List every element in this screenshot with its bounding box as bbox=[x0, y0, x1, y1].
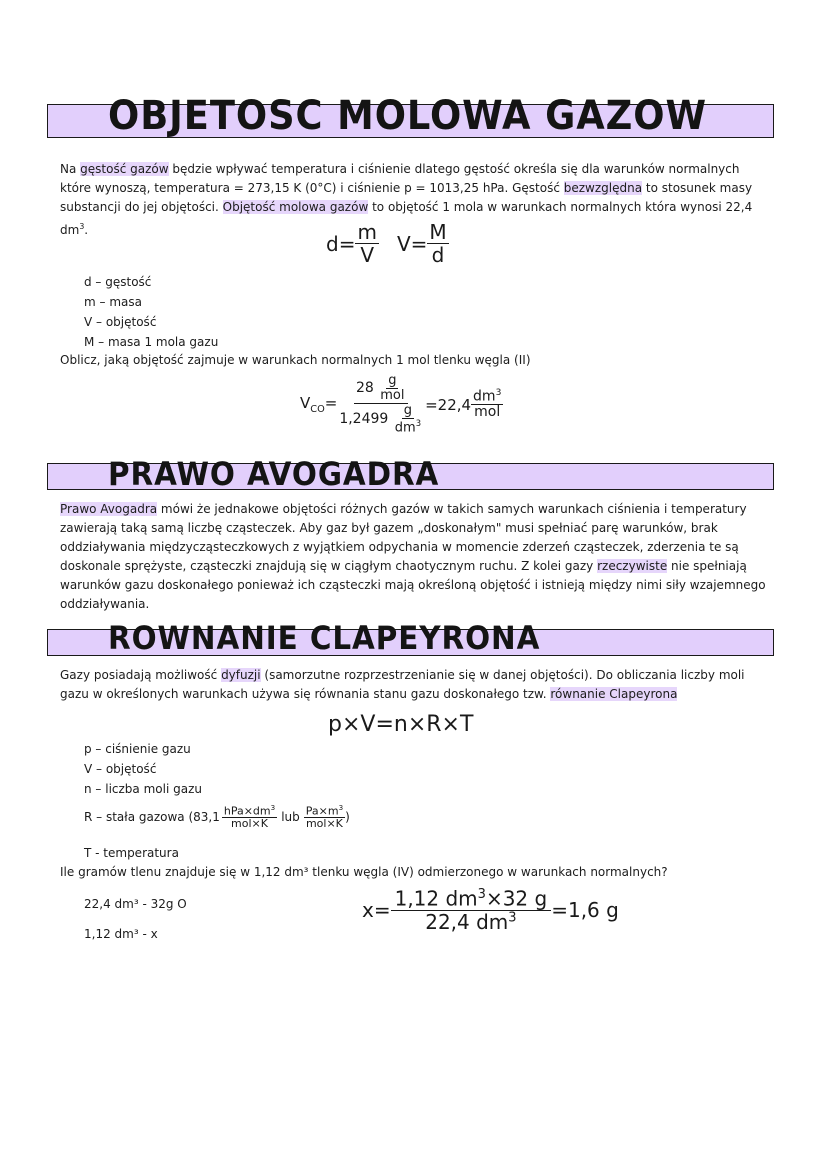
section-title-3: ROWNANIE CLAPEYRONA bbox=[108, 619, 541, 657]
section-title-2: PRAWO AVOGADRA bbox=[108, 455, 440, 493]
formula-x: x= $\frac{1,12 dm^3\times 32 g}{22,4 dm^3}$ =1,6 g bbox=[362, 886, 619, 934]
proportion-line: 1,12 dm³ - x bbox=[84, 927, 158, 941]
formula-density: d= $\frac{m}{V}$ V= $\frac{M}{d}$ bbox=[326, 220, 447, 267]
legend-item: M – masa 1 mola gazu bbox=[84, 335, 219, 349]
legend-item: T - temperatura bbox=[84, 846, 179, 860]
legend-item: m – masa bbox=[84, 295, 142, 309]
paragraph-rownanie-clapeyrona: Gazy posiadają możliwość dyfuzji (samorzutne rozprzestrzenianie się w danej objętości). Do obliczania liczby moli gazu w określonych warunkach używa się równania stanu gazu doskonałego tzw. równanie Clapeyrona bbox=[60, 668, 745, 701]
highlight-gestosc-gazow: gęstość gazów bbox=[80, 162, 169, 176]
paragraph-objetosc-molowa: Na gęstość gazów będzie wpływać temperatura i ciśnienie dlatego gęstość określa się dla warunków normalnych które wynoszą, temperatura = 273,15 K (0°C) i ciśnienie p = 1013,25 hPa. Gęstość bezwzględna to stosunek masy substancji do jej objętości. Objętość molowa gazów to objętość 1 mola w warunkach normalnych która wynosi 22,4 $dm^3$. bbox=[60, 162, 753, 237]
gas-constant-line: R – stała gazowa (83,1 $\frac{hPa\times dm^3}{\text{mol×K}}$ lub $\frac{Pa\times m^3}{\text{mol×K}}$ ) bbox=[84, 803, 350, 831]
highlight-rzeczywiste: rzeczywiste bbox=[597, 559, 668, 573]
paragraph-prawo-avogadra: Prawo Avogadra mówi że jednakowe objętości różnych gazów w takich samych warunkach ciśnienia i temperatury zawierają taką samą liczbę cząsteczek. Aby gaz był gazem „doskonałym" musi spełniać parę warunków, brak oddziaływania międzycząsteczkowych z wyjątkiem odpychania w momencie zderzeń cząsteczek, zderzenia te są doskonale sprężyste, cząsteczki znajdują się w ciągłym chaotycznym ruchu. Z kolei gazy rzeczywiste nie spełniają warunków gazu doskonałego ponieważ ich cząsteczki mają określoną objętość i istnieją między nimi siły wzajemnego oddziaływania. bbox=[60, 502, 766, 611]
legend-item: V – objętość bbox=[84, 315, 157, 329]
highlight-prawo-avogadra: Prawo Avogadra bbox=[60, 502, 158, 516]
highlight-dyfuzji: dyfuzji bbox=[221, 668, 261, 682]
highlight-rownanie-clapeyrona: równanie Clapeyrona bbox=[550, 687, 678, 701]
section-title-1: OBJETOSC MOLOWA GAZOW bbox=[108, 93, 707, 139]
task-1: Oblicz, jaką objętość zajmuje w warunkach normalnych 1 mol tlenku węgla (II) bbox=[60, 353, 531, 367]
legend-item: p – ciśnienie gazu bbox=[84, 742, 191, 756]
legend-item: n – liczba moli gazu bbox=[84, 782, 202, 796]
task-2: Ile gramów tlenu znajduje się w 1,12 dm³ tlenku węgla (IV) odmierzonego w warunkach normalnych? bbox=[60, 865, 668, 879]
legend-item: d – gęstość bbox=[84, 275, 152, 289]
formula-vco: $V_{CO}=$ 28 $\frac{g}{\text{mol}}$ 1,2499 $\frac{g}{dm^3}$ =22,4 $\frac{dm^3}{\text{mol}}$ bbox=[300, 373, 502, 435]
proportion-line: 22,4 dm³ - 32g O bbox=[84, 897, 187, 911]
equation-clapeyron: p×V=n×R×T bbox=[328, 712, 474, 737]
legend-item: V – objętość bbox=[84, 762, 157, 776]
highlight-bezwzgledna: bezwzględna bbox=[563, 181, 643, 195]
highlight-objetosc-molowa: Objętość molowa gazów bbox=[222, 200, 369, 214]
